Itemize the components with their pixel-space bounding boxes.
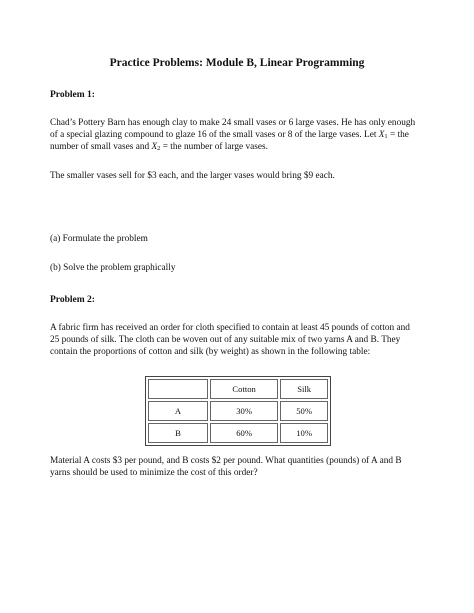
page-title: Practice Problems: Module B, Linear Programming: [109, 57, 365, 69]
problem-2-question-line-1: Material A costs $3 per pound, and B costs $2 per pound. What quantities (pounds) of A and B: [50, 456, 402, 466]
problem-1-line-2: [50, 129, 426, 141]
problem-2-question: [50, 455, 426, 479]
table-header-cell: Silk: [280, 379, 328, 399]
problem-1-line-2-text: of a special glazing compound to glaze 16 of the small vases or 8 of the large vases. Let: [50, 130, 379, 140]
problem-2-line-2: 25 pounds of silk. The cloth can be woven out of any suitable mix of two yarns A and B. They: [50, 335, 401, 345]
table-header-cell: [148, 379, 208, 399]
table-cell: 60%: [210, 423, 278, 443]
problem-1-paragraph: [50, 117, 426, 153]
problem-2-paragraph: [50, 322, 426, 358]
variable-x1-subscript: 1: [384, 133, 388, 140]
problem-2-heading: Problem 2:: [50, 295, 95, 305]
table-row: [148, 423, 328, 443]
variable-x1: X: [378, 130, 385, 140]
table-cell: 30%: [210, 401, 278, 421]
problem-2-line-1: A fabric firm has received an order for cloth specified to contain at least 45 pounds of cotton and: [50, 323, 410, 333]
table-cell: A: [148, 401, 208, 421]
problem-1-heading: Problem 1:: [50, 90, 95, 100]
table-cell: 10%: [280, 423, 328, 443]
problem-1-part-b: (b) Solve the problem graphically: [50, 263, 176, 273]
problem-1-line-2-end: = the: [387, 130, 409, 140]
yarn-proportions-table: [145, 376, 331, 446]
variable-x2: X: [151, 142, 158, 152]
table-row: [148, 401, 328, 421]
problem-1-line-3-end: = the number of large vases.: [160, 142, 268, 152]
table-cell: B: [148, 423, 208, 443]
variable-x2-subscript: 2: [157, 145, 161, 152]
table-header-row: [148, 379, 328, 399]
problem-1-line-3: [50, 141, 426, 153]
table-header-cell: Cotton: [210, 379, 278, 399]
problem-1-line-1: Chad’s Pottery Barn has enough clay to make 24 small vases or 6 large vases. He has only enough: [50, 118, 416, 128]
problem-1-line-3-text: number of small vases and: [50, 142, 152, 152]
problem-1-prices: The smaller vases sell for $3 each, and the larger vases would bring $9 each.: [50, 171, 335, 181]
problem-1-part-a: (a) Formulate the problem: [50, 234, 148, 244]
problem-2-question-line-2: yarns should be used to minimize the cost of this order?: [50, 468, 258, 478]
table-cell: 50%: [280, 401, 328, 421]
problem-2-line-3: contain the proportions of cotton and silk (by weight) as shown in the following table:: [50, 347, 371, 357]
